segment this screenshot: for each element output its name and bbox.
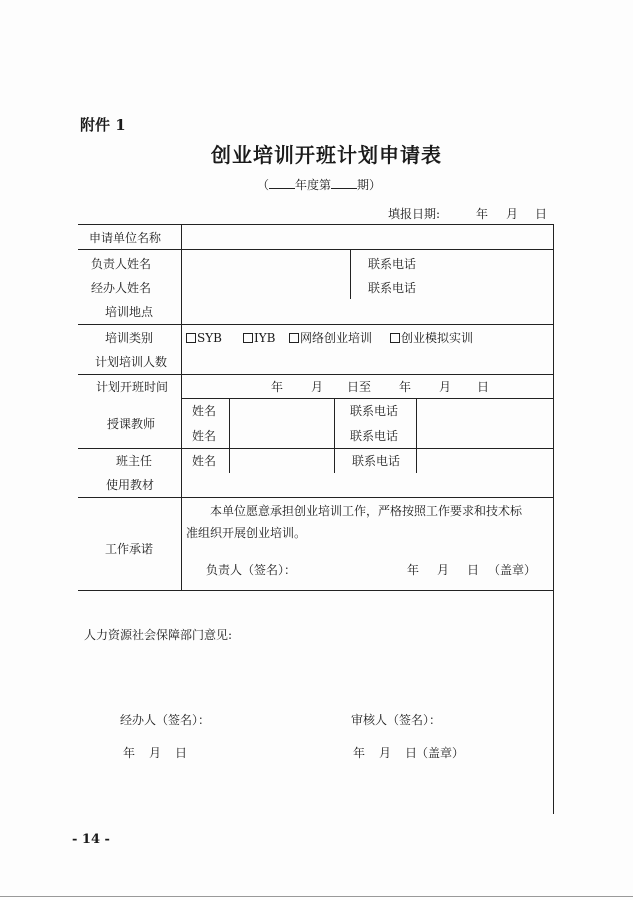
time-month-end: 月 [439,380,452,394]
fill-date-day: 日 [535,207,548,221]
training-location-label: 培训地点 [105,305,154,319]
table-divider [334,398,335,473]
page-number: - 14 - [72,832,110,847]
time-year-end: 年 [399,380,412,394]
time-year-start: 年 [271,380,284,394]
class-head-name-label: 姓名 [192,454,217,468]
table-label-divider [181,224,182,590]
table-divider [229,398,230,448]
category-option-syb[interactable]: SYB [186,331,222,345]
table-line [78,249,553,250]
time-day-to: 日至 [347,380,372,394]
commitment-date-year: 年 [407,563,420,577]
subtitle-year-suffix: 年度第 [295,178,332,192]
period-blank[interactable] [331,178,357,189]
handler-name-label: 经办人姓名 [91,281,152,295]
handler-phone-label: 联系电话 [368,281,417,295]
opinion-left-year: 年 [123,746,136,760]
opinion-left-day: 日 [175,746,188,760]
table-line [78,590,553,591]
commitment-date-day: 日 [467,563,480,577]
table-inner-line [181,398,553,399]
commitment-date-month: 月 [437,563,450,577]
category-option-iyb[interactable]: IYB [243,331,275,345]
page-bottom-edge [0,896,633,897]
table-divider [350,249,351,299]
table-line [78,324,553,325]
fill-date-month: 月 [506,207,519,221]
planned-time-label: 计划开班时间 [96,380,169,394]
opinion-right-seal: （盖章） [416,746,465,760]
teacher-label: 授课教师 [107,417,156,431]
planned-trainees-label: 计划培训人数 [95,355,168,369]
responsible-phone-label: 联系电话 [368,257,417,271]
applicant-unit-label: 申请单位名称 [89,231,162,245]
page-title: 创业培训开班计划申请表 [211,143,442,167]
teacher-name-label-1: 姓名 [192,404,217,418]
teacher-phone-label-2: 联系电话 [350,429,399,443]
applicant-unit-field[interactable] [183,226,551,248]
table-line [78,497,553,498]
category-option-simulation[interactable]: 创业模拟实训 [390,331,473,345]
checkbox-icon[interactable] [289,333,299,343]
opinion-reviewer-sign: 审核人（签名）： [351,713,442,727]
opinion-handler-sign: 经办人（签名）： [120,713,211,727]
opinion-left-month: 月 [149,746,162,760]
table-divider [229,448,230,473]
commitment-label: 工作承诺 [105,542,154,556]
fill-date-year: 年 [476,207,489,221]
table-border-top [78,224,553,225]
opinion-right-year: 年 [353,746,366,760]
commitment-seal: （盖章） [488,563,537,577]
opinion-right-day: 日 [405,746,418,760]
textbook-label: 使用教材 [106,478,155,492]
teacher-phone-label-1: 联系电话 [350,404,399,418]
subtitle [257,178,381,192]
class-head-label: 班主任 [116,454,153,468]
table-line [78,448,553,449]
commitment-text-2: 准组织开展创业培训。 [186,526,307,540]
subtitle-period-suffix: 期） [357,178,382,192]
commitment-sign-label: 负责人（签名）： [206,563,297,577]
checkbox-icon[interactable] [243,333,253,343]
checkbox-icon[interactable] [390,333,400,343]
fill-date-label: 填报日期: [388,207,441,221]
table-border-right [553,224,554,814]
time-day-end: 日 [477,380,490,394]
teacher-name-label-2: 姓名 [192,429,217,443]
time-month-start: 月 [311,380,324,394]
responsible-name-label: 负责人姓名 [91,257,152,271]
subtitle-open: （ [257,178,270,192]
training-category-label: 培训类别 [105,331,154,345]
category-option-online[interactable]: 网络创业培训 [289,331,372,345]
year-blank[interactable] [269,178,295,189]
table-line [78,374,553,375]
checkbox-icon[interactable] [186,333,196,343]
attachment-label: 附件 1 [80,116,126,134]
opinion-label: 人力资源社会保障部门意见: [84,628,233,642]
commitment-text-1: 本单位愿意承担创业培训工作，严格按照工作要求和技术标 [210,504,523,518]
table-divider [416,398,417,473]
opinion-right-month: 月 [379,746,392,760]
class-head-phone-label: 联系电话 [352,454,401,468]
